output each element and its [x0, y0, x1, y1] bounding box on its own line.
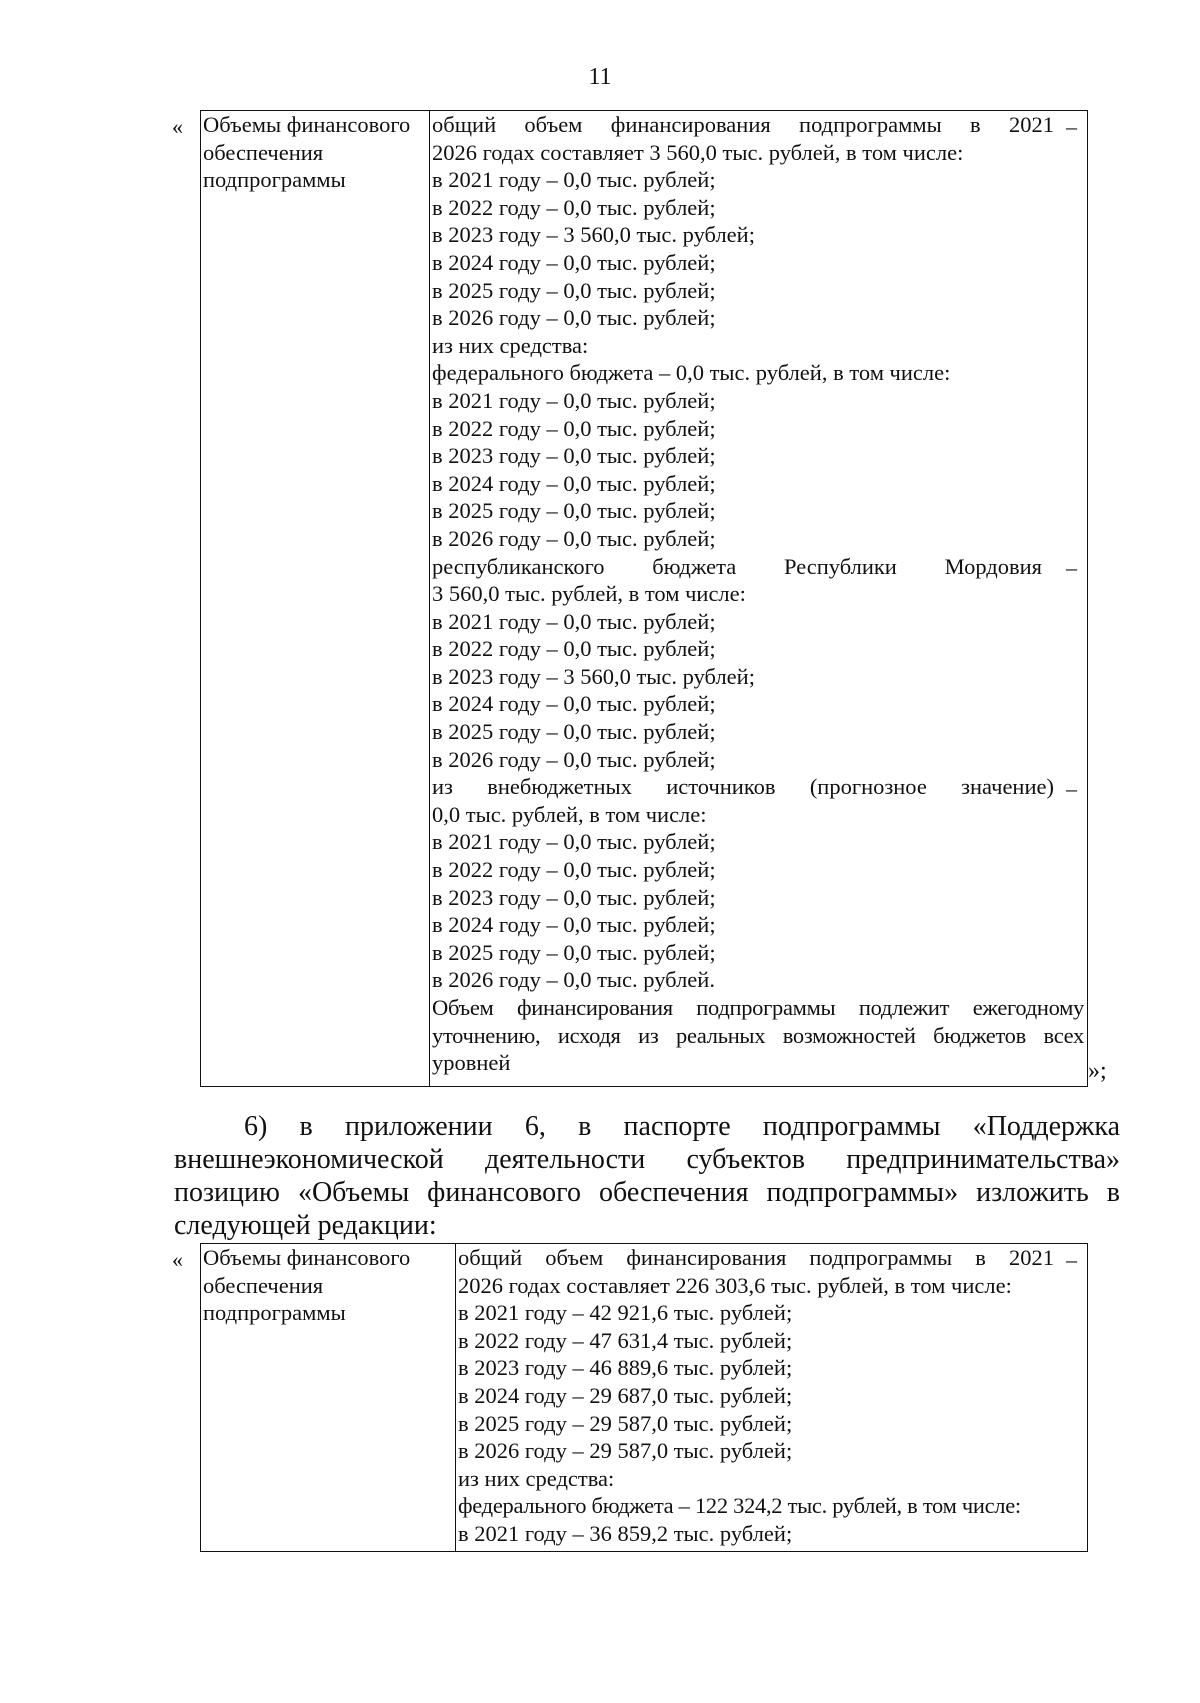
table1-close-quote: »; [1088, 1058, 1107, 1084]
table1-line: уровней [432, 1050, 511, 1076]
table1-line: федерального бюджета – 0,0 тыс. рублей, в том числе: [432, 360, 951, 386]
table1-line: в 2026 году – 0,0 тыс. рублей; [432, 525, 716, 551]
table1-line: из них средства: [432, 332, 589, 358]
table2-label-line: Объемы финансового [203, 1245, 411, 1270]
page-number: 11 [588, 64, 612, 90]
table1-line: республиканского бюджета Республики Мордовия [432, 553, 1042, 579]
table2-line: федерального бюджета – 122 324,2 тыс. рублей, в том числе: [458, 1493, 1021, 1519]
table1-label-line: обеспечения [203, 139, 324, 165]
table1-label-line: Объемы финансового [203, 112, 411, 137]
table1-dash: – [1066, 555, 1077, 580]
table1-line: из внебюджетных источников (прогнозное значение) [432, 774, 1054, 800]
table1-line: в 2021 году – 0,0 тыс. рублей; [432, 608, 716, 634]
table2-line: в 2024 году – 29 687,0 тыс. рублей; [458, 1382, 793, 1408]
table1-line: в 2024 году – 0,0 тыс. рублей; [432, 691, 716, 717]
table1-line: в 2023 году – 3 560,0 тыс. рублей; [432, 222, 755, 248]
table1-content-cell [430, 111, 1088, 1087]
table1-label-line: подпрограммы [203, 167, 346, 193]
table2-label-line: обеспечения [203, 1272, 324, 1298]
paragraph-line: 6) в приложении 6, в паспорте подпрограммы «Поддержка [244, 1111, 1120, 1142]
table2-line: 2026 годах составляет 226 303,6 тыс. рублей, в том числе: [458, 1272, 1012, 1298]
table1-line: 0,0 тыс. рублей, в том числе: [432, 801, 707, 827]
table1-label-cell [201, 111, 430, 1087]
table2-label-line: подпрограммы [203, 1300, 346, 1326]
table2-content-cell [456, 1244, 1088, 1552]
table2-line: общий объем финансирования подпрограммы в 2021 [458, 1245, 1054, 1270]
table1-line: в 2021 году – 0,0 тыс. рублей; [432, 829, 716, 855]
table1-line: в 2024 году – 0,0 тыс. рублей; [432, 912, 716, 938]
table1-line: в 2022 году – 0,0 тыс. рублей; [432, 194, 716, 220]
table1-line: уточнению, исходя из реальных возможностей бюджетов всех [432, 1022, 1084, 1048]
table2-open-quote: « [172, 1247, 183, 1272]
paragraph-line: следующей редакции: [174, 1210, 437, 1241]
table1-line: в 2024 году – 0,0 тыс. рублей; [432, 470, 716, 496]
table2 [200, 1243, 1088, 1552]
paragraph-line: позицию «Объемы финансового обеспечения подпрограммы» изложить в [174, 1177, 1120, 1208]
table2-line: в 2023 году – 46 889,6 тыс. рублей; [458, 1355, 793, 1381]
table1-line: 3 560,0 тыс. рублей, в том числе: [432, 581, 746, 607]
table2-line: в 2026 году – 29 587,0 тыс. рублей; [458, 1438, 793, 1464]
table1-line: в 2025 году – 0,0 тыс. рублей; [432, 939, 716, 965]
paragraph-line: внешнеэкономической деятельности субъектов предпринимательства» [174, 1144, 1120, 1175]
table2-line: в 2022 году – 47 631,4 тыс. рублей; [458, 1327, 793, 1353]
table2-label-cell [201, 1244, 456, 1552]
table1-line: 2026 годах составляет 3 560,0 тыс. рублей, в том числе: [432, 139, 964, 165]
table1-dash: – [1066, 776, 1077, 801]
table1-line: в 2025 году – 0,0 тыс. рублей; [432, 719, 716, 745]
table1-line: в 2023 году – 0,0 тыс. рублей; [432, 884, 716, 910]
table1-line: в 2022 году – 0,0 тыс. рублей; [432, 636, 716, 662]
amendment-paragraph [174, 1110, 1120, 1242]
table2-line: в 2025 году – 29 587,0 тыс. рублей; [458, 1410, 793, 1436]
table2-line: в 2021 году – 42 921,6 тыс. рублей; [458, 1300, 793, 1326]
table1 [200, 110, 1088, 1087]
table1-line: Объем финансирования подпрограммы подлежит ежегодному [432, 995, 1084, 1020]
table1-open-quote: « [172, 114, 183, 139]
table1-line: в 2025 году – 0,0 тыс. рублей; [432, 498, 716, 524]
table1-line: в 2026 году – 0,0 тыс. рублей; [432, 305, 716, 331]
table1-line: в 2023 году – 0,0 тыс. рублей; [432, 443, 716, 469]
table1-line: в 2024 году – 0,0 тыс. рублей; [432, 249, 716, 275]
table1-line: в 2026 году – 0,0 тыс. рублей. [432, 967, 715, 993]
table1-line: в 2021 году – 0,0 тыс. рублей; [432, 167, 716, 193]
table1-line: в 2021 году – 0,0 тыс. рублей; [432, 387, 716, 413]
table1-line: в 2025 году – 0,0 тыс. рублей; [432, 277, 716, 303]
table2-line: из них средства: [458, 1465, 615, 1491]
table2-dash: – [1066, 1247, 1077, 1272]
table1-dash: – [1066, 114, 1077, 139]
table1-line: в 2022 году – 0,0 тыс. рублей; [432, 415, 716, 441]
table1-line: в 2026 году – 0,0 тыс. рублей; [432, 746, 716, 772]
table1-line: в 2023 году – 3 560,0 тыс. рублей; [432, 663, 755, 689]
table1-line: общий объем финансирования подпрограммы в 2021 [432, 112, 1054, 137]
table1-line: в 2022 году – 0,0 тыс. рублей; [432, 857, 716, 883]
table2-line: в 2021 году – 36 859,2 тыс. рублей; [458, 1520, 793, 1546]
